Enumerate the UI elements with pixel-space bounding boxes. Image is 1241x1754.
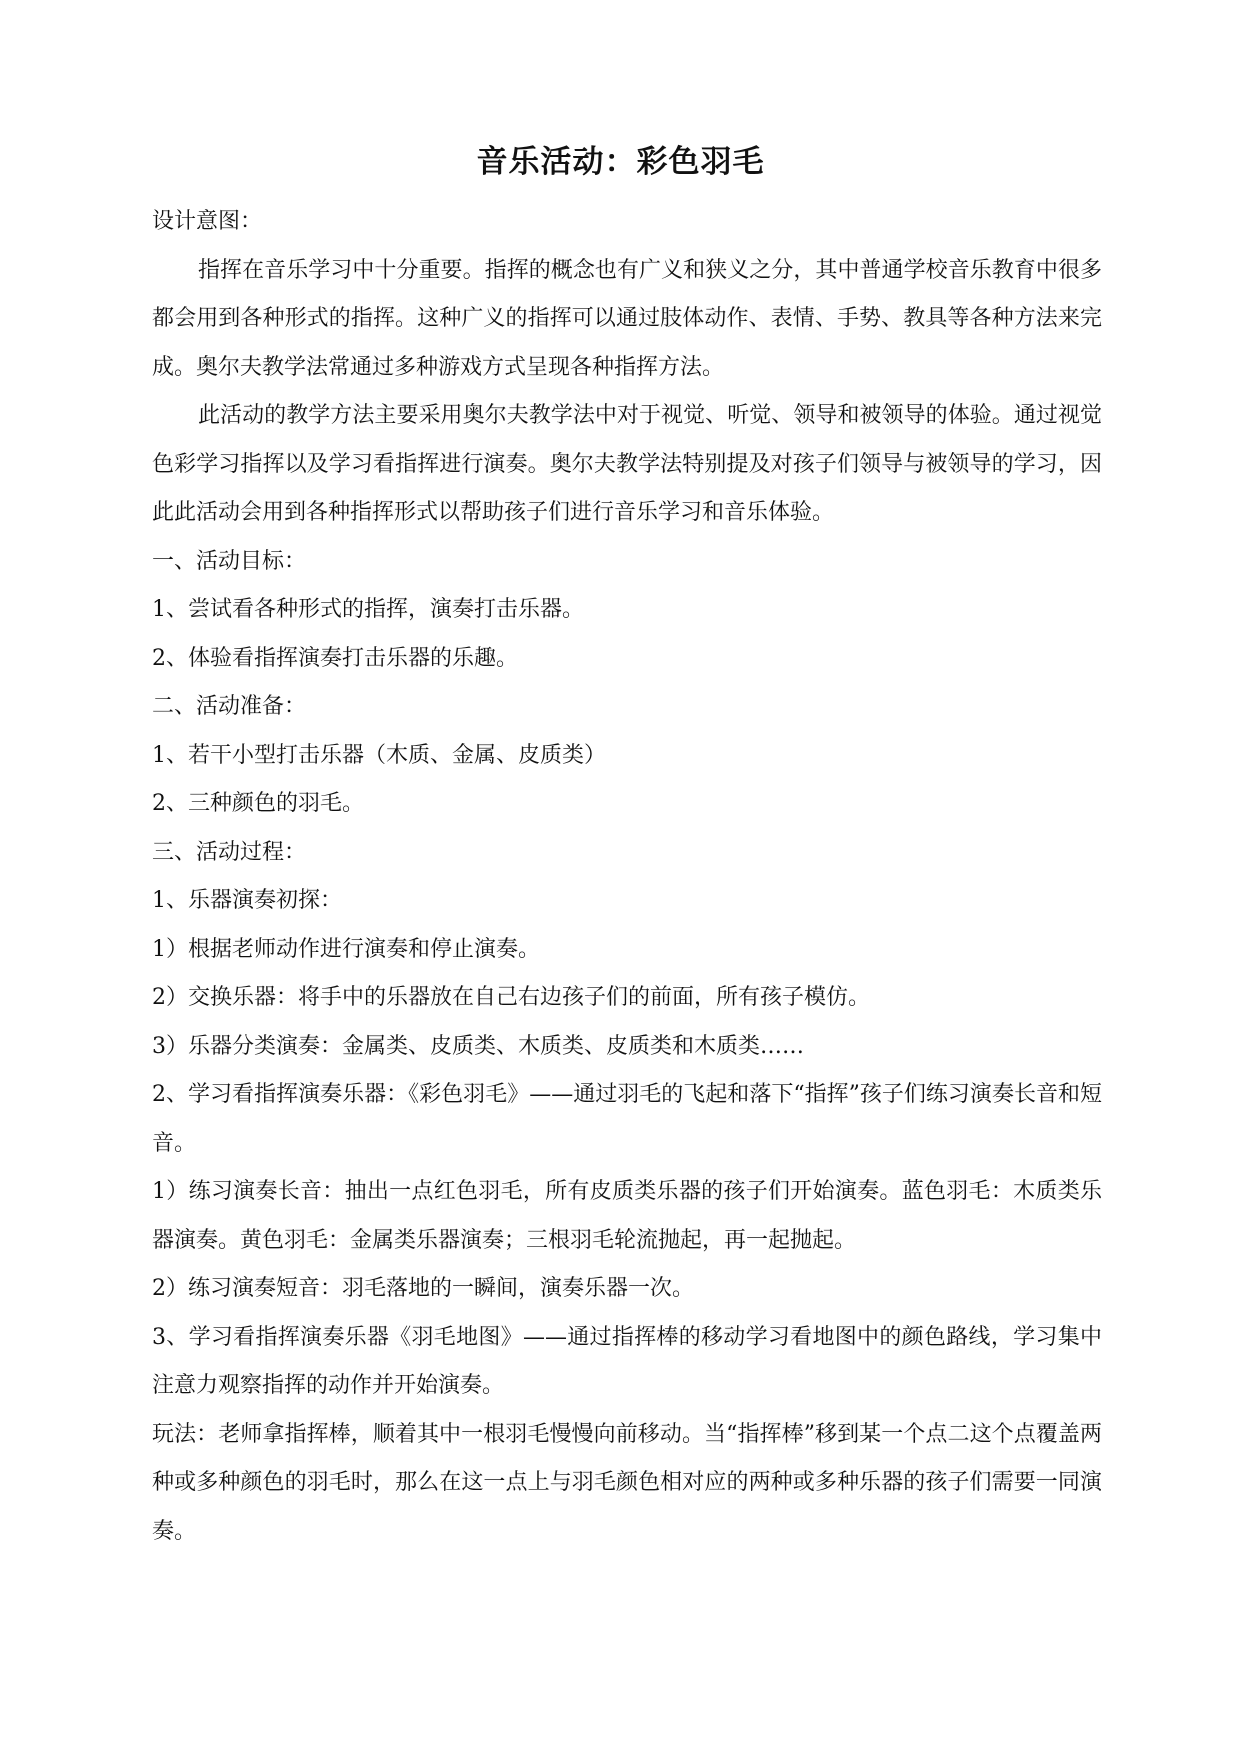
list-item: 1）练习演奏长音：抽出一点红色羽毛，所有皮质类乐器的孩子们开始演奏。蓝色羽毛：木质类乐器演奏。黄色羽毛：金属类乐器演奏；三根羽毛轮流抛起，再一起抛起。 [152, 1179, 1102, 1253]
list-item: 1）根据老师动作进行演奏和停止演奏。 [152, 936, 540, 962]
section-heading: 二、活动准备： [152, 694, 307, 719]
list-item: 2）练习演奏短音：羽毛落地的一瞬间，演奏乐器一次。 [152, 1276, 694, 1301]
list-item: 2）交换乐器：将手中的乐器放在自己右边孩子们的前面，所有孩子模仿。 [152, 985, 870, 1010]
list-item: 1、乐器演奏初探： [152, 888, 342, 913]
paragraph: 指挥在音乐学习中十分重要。指挥的概念也有广义和狭义之分，其中普通学校音乐教育中很多都会用到各种形式的指挥。这种广义的指挥可以通过肢体动作、表情、手势、教具等各种方法来完成。奥尔夫教学法常通过多种游戏方式呈现各种指挥方法。 [152, 257, 1102, 380]
list-item: 2、体验看指挥演奏打击乐器的乐趣。 [152, 645, 518, 671]
section-heading: 三、活动过程： [152, 839, 307, 865]
paragraph: 此活动的教学方法主要采用奥尔夫教学法中对于视觉、听觉、领导和被领导的体验。通过视觉色彩学习指挥以及学习看指挥进行演奏。奥尔夫教学法特别提及对孩子们领导与被领导的学习，因此此活动会用到各种指挥形式以帮助孩子们进行音乐学习和音乐体验。 [152, 403, 1102, 525]
list-item: 2、学习看指挥演奏乐器：《彩色羽毛》——通过羽毛的飞起和落下“指挥”孩子们练习演奏长音和短音。 [152, 1082, 1102, 1156]
paragraph: 玩法：老师拿指挥棒，顺着其中一根羽毛慢慢向前移动。当“指挥棒”移到某一个点二这个点覆盖两种或多种颜色的羽毛时，那么在这一点上与羽毛颜色相对应的两种或多种乐器的孩子们需要一同演奏。 [152, 1421, 1102, 1544]
list-item: 3）乐器分类演奏：金属类、皮质类、木质类、皮质类和木质类…… [152, 1033, 804, 1059]
section-heading: 一、活动目标： [152, 548, 307, 574]
document-title: 音乐活动：彩色羽毛 [476, 144, 765, 180]
list-item: 2、三种颜色的羽毛。 [152, 791, 364, 816]
document-body [152, 198, 1102, 1556]
list-item: 3、学习看指挥演奏乐器《羽毛地图》——通过指挥棒的移动学习看地图中的颜色路线，学习集中注意力观察指挥的动作并开始演奏。 [152, 1324, 1102, 1398]
list-item: 1、若干小型打击乐器（木质、金属、皮质类） [152, 742, 606, 768]
list-item: 1、尝试看各种形式的指挥，演奏打击乐器。 [152, 597, 584, 622]
paragraph: 设计意图： [152, 209, 263, 234]
